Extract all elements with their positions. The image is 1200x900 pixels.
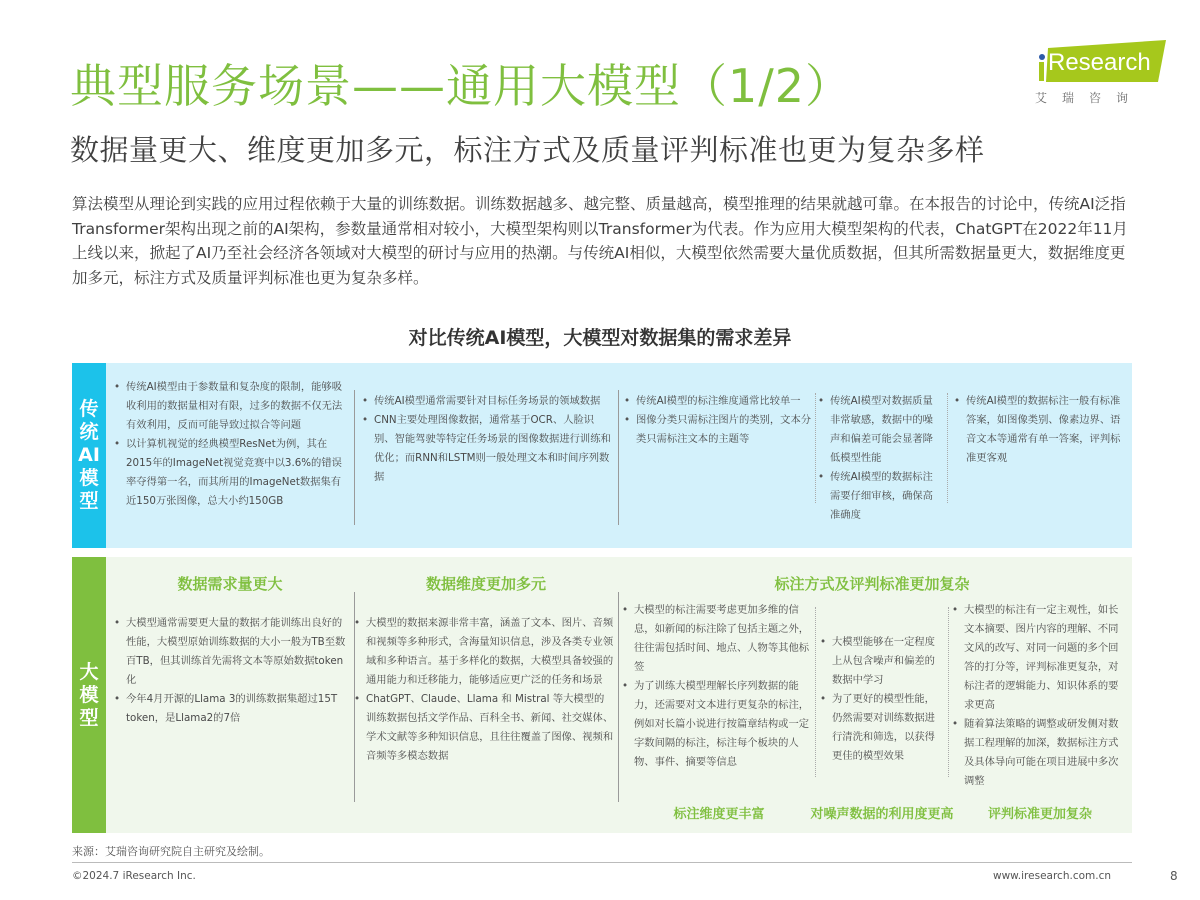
traditional-ai-label [72,363,106,548]
copyright: ©2024.7 iResearch Inc. [72,870,196,882]
large-col-volume [114,614,346,728]
list-item: • 大模型通常需要更大量的数据才能训练出良好的性能，大模型原始训练数据的大小一般为TB至数百TB，但其训练首先需将文本等原始数据token化 [114,614,346,690]
source-note: 来源：艾瑞咨询研究院自主研究及绘制。 [72,845,270,858]
large-col-noise [820,633,944,766]
header-data-dimension: 数据维度更加多元 [425,575,546,593]
list-item: • 图像分类只需标注图片的类别，文本分类只需标注文本的主题等 [624,411,814,449]
traditional-ai-band [72,363,1132,548]
list-item: • 大模型的标注需要考虑更加多维的信息，如新闻的标注除了包括主题之外，往往需包括时间、地点、人物等其他标签 [622,601,812,677]
list-item: • 传统AI模型由于参数量和复杂度的限制，能够吸收利用的数据量相对有限，过多的数据不仅无法有效利用，反而可能导致过拟合等问题 [114,378,346,435]
list-item: • 大模型能够在一定程度上从包含噪声和偏差的数据中学习 [820,633,944,690]
label-char: AI [78,444,100,466]
column-divider [618,592,619,802]
list-item: • CNN主要处理图像数据，通常基于OCR、人脸识别、智能驾驶等特定任务场景的图像数据进行训练和优化；而RNN和LSTM则一般处理文本和时间序列数据 [362,411,612,487]
footer-complex-evaluation: 评判标准更加复杂 [987,807,1092,822]
list-item: • 今年4月开源的Llama 3的训练数据集超过15T token，是Llama2的7倍 [114,690,346,728]
label-char: 模 [79,467,99,489]
dotted-divider [947,393,948,503]
list-item: • 传统AI模型通常需要针对目标任务场景的领域数据 [362,392,612,411]
large-col-dimension [354,614,614,766]
list-item: • 以计算机视觉的经典模型ResNet为例，其在2015年的ImageNet视觉竞赛中以3.6%的错误率夺得第一名，而其所用的ImageNet数据集有近150万张图像，总大小约150GB [114,435,346,511]
column-divider [618,390,619,525]
traditional-col-dimension [362,392,612,487]
list-item: • 为了更好的模型性能，仍然需要对训练数据进行清洗和筛选，以获得更佳的模型效果 [820,690,944,766]
traditional-col-evaluation [954,392,1126,468]
dotted-divider [948,607,949,777]
logo-brand-text: Research [1048,49,1151,76]
iresearch-logo [1030,40,1170,110]
logo-green-banner [1038,40,1166,82]
traditional-col-noise [818,392,940,525]
comparison-title: 对比传统AI模型，大模型对数据集的需求差异 [408,327,792,349]
list-item: • ChatGPT、Claude、Llama 和 Mistral 等大模型的训练数据包括文学作品、百科全书、新闻、社交媒体、学术文献等多种知识信息，且往往覆盖了图像、视频和音频等多模态数据 [354,690,614,766]
label-char: 型 [79,490,99,512]
list-item: • 为了训练大模型理解长序列数据的能力，还需要对文本进行更复杂的标注，例如对长篇小说进行按篇章结构或一定字数间隔的标注，标注每个板块的人物、事件、摘要等信息 [622,677,812,772]
large-col-annotation-dim [622,601,812,772]
label-char: 传 [79,398,99,420]
list-item: • 大模型的标注有一定主观性，如长文本摘要、图片内容的理解、不同文风的改写、对同一问题的多个回答的打分等，评判标准更复杂，对标注者的逻辑能力、知识体系的要求更高 [952,601,1128,715]
traditional-col-volume [114,378,346,511]
label-char: 大 [79,660,99,683]
website-link[interactable]: www.iresearch.com.cn [993,870,1112,882]
page-subtitle: 数据量更大、维度更加多元，标注方式及质量评判标准也更为复杂多样 [70,133,985,167]
footer-richer-annotation: 标注维度更丰富 [673,807,765,822]
large-model-label [72,557,106,833]
list-item: • 传统AI模型的数据标注需要仔细审核，确保高准确度 [818,468,940,525]
label-char: 型 [79,706,99,729]
logo-chinese-name: 艾瑞咨询 [1035,91,1144,105]
column-divider [354,390,355,525]
dotted-divider [815,393,816,503]
large-model-band [72,557,1132,833]
list-item: • 传统AI模型的数据标注一般有标准答案，如图像类别、像素边界、语音文本等通常有单一答案，评判标准更客观 [954,392,1126,468]
header-annotation-evaluation: 标注方式及评判标准更加复杂 [774,575,970,593]
traditional-col-annotation-dim [624,392,814,449]
dotted-divider [815,607,816,777]
page-number: 8 [1170,869,1178,883]
label-char: 模 [79,683,99,706]
list-item: • 随着算法策略的调整或研发侧对数据工程理解的加深，数据标注方式及具体导向可能在项目进展中多次调整 [952,715,1128,791]
large-col-evaluation [952,601,1128,791]
list-item: • 传统AI模型对数据质量非常敏感，数据中的噪声和偏差可能会显著降低模型性能 [818,392,940,468]
list-item: • 传统AI模型的标注维度通常比较单一 [624,392,814,411]
header-data-volume: 数据需求量更大 [177,575,283,593]
logo-dot-icon [1039,54,1045,60]
page-title: 典型服务场景——通用大模型（1/2） [70,59,853,113]
list-item: • 大模型的数据来源非常丰富，涵盖了文本、图片、音频和视频等多种形式，含海量知识信息，涉及各类专业领域和多种语言。基于多样化的数据，大模型具备较强的通用能力和迁移能力，能够适应更广泛的任务和场景 [354,614,614,690]
footer-noise-utilization: 对噪声数据的利用度更高 [810,807,954,822]
logo-i-icon [1039,62,1044,81]
intro-paragraph: 算法模型从理论到实践的应用过程依赖于大量的训练数据。训练数据越多、越完整、质量越高，模型推理的结果就越可靠。在本报告的讨论中，传统AI泛指Transformer架构出现之前的AI架构，参数量通常相对较小，大模型架构则以Transformer为代表。作为应用大模型架构的代表，ChatGPT在2022年11月上线以来，掀起了AI乃至社会经济各领域对大模型的研讨与应用的热潮。与传统AI相似，大模型依然需要大量优质数据，但其所需数据量更大，数据维度更加多元，标注方式及质量评判标准也更为复杂多样。 [72,195,1128,287]
footer-divider [72,862,1132,863]
label-char: 统 [79,421,99,443]
